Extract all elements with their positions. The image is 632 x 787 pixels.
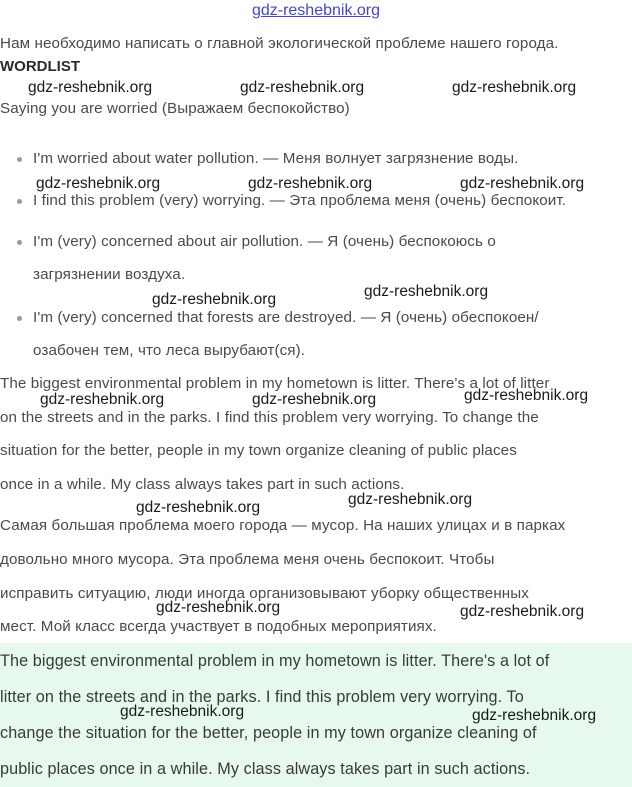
russian-paragraph-line: Самая большая проблема моего города — мусор. На наших улицах и в парках [0,517,566,534]
list-item: I'm (very) concerned about air pollution. — Я (очень) беспокоюсь о [33,233,496,250]
watermark: gdz-reshebnik.org [156,599,281,616]
watermark: gdz-reshebnik.org [460,175,585,192]
list-item-continuation: озабочен тем, что леса вырубают(ся). [33,342,306,359]
watermark: gdz-reshebnik.org [152,291,277,308]
watermark: gdz-reshebnik.org [36,175,161,192]
watermark: gdz-reshebnik.org [240,79,365,96]
wordlist-heading: WORDLIST [0,58,80,75]
answer-line: litter on the streets and in the parks. I find this problem very worrying. To [0,688,524,706]
watermark: gdz-reshebnik.org [472,707,597,724]
answer-line: public places once in a while. My class always takes part in such actions. [0,760,531,778]
watermark: gdz-reshebnik.org [460,603,585,620]
section-heading: Saying you are worried (Выражаем беспокойство) [0,100,350,117]
watermark: gdz-reshebnik.org [28,79,153,96]
watermark: gdz-reshebnik.org [364,283,489,300]
watermark: gdz-reshebnik.org [40,391,165,408]
watermark: gdz-reshebnik.org [248,175,373,192]
watermark: gdz-reshebnik.org [452,79,577,96]
list-item-continuation: загрязнении воздуха. [33,266,186,283]
english-paragraph-line: situation for the better, people in my town organize cleaning of public places [0,442,517,459]
russian-paragraph-line: мест. Мой класс всегда участвует в подобных мероприятиях. [0,618,437,635]
answer-line: The biggest environmental problem in my hometown is litter. There's a lot of [0,652,550,670]
watermark: gdz-reshebnik.org [464,387,589,404]
bullet-dot [17,199,22,204]
list-item: I'm (very) concerned that forests are destroyed. — Я (очень) обеспокоен/ [33,309,539,326]
list-item: I'm worried about water pollution. — Меня волнует загрязнение воды. [33,150,519,167]
english-paragraph-line: on the streets and in the parks. I find this problem very worrying. To change the [0,409,539,426]
bullet-dot [17,157,22,162]
russian-paragraph-line: исправить ситуацию, люди иногда организовывают уборку общественных [0,585,530,602]
bullet-dot [17,316,22,321]
answer-line: change the situation for the better, people in my town organize cleaning of [0,724,537,742]
watermark: gdz-reshebnik.org [136,499,261,516]
watermark: gdz-reshebnik.org [120,703,245,720]
watermark: gdz-reshebnik.org [348,491,473,508]
english-paragraph-line: The biggest environmental problem in my hometown is litter. There's a lot of litter [0,375,550,392]
intro-text: Нам необходимо написать о главной экологической проблеме нашего города. [0,35,559,52]
bullet-dot [17,240,22,245]
english-paragraph-line: once in a while. My class always takes part in such actions. [0,476,405,493]
russian-paragraph-line: довольно много мусора. Эта проблема меня очень беспокоит. Чтобы [0,551,495,568]
header-watermark-link[interactable]: gdz-reshebnik.org [251,2,381,19]
list-item: I find this problem (very) worrying. — Эта проблема меня (очень) беспокоит. [33,192,567,209]
watermark: gdz-reshebnik.org [252,391,377,408]
